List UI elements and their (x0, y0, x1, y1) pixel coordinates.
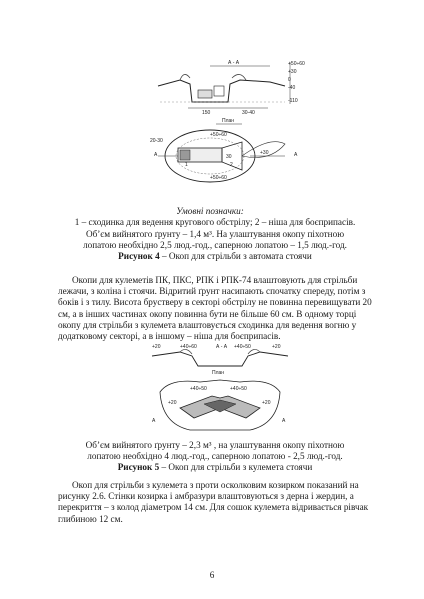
figure-5-drawing (150, 342, 290, 436)
fig4-section-label: А - А (228, 60, 240, 66)
fig4-volume-1: Об’єм вийнятого ґрунту – 1,4 м³. На улаштування окопу піхотною (85, 229, 345, 239)
figure-5-caption-text: – Окоп для стрільби з кулемета стоячи (159, 462, 313, 472)
fig4-legend-num-2: 2 (230, 162, 233, 168)
figure-4-caption-text: – Окоп для стрільби з автомата стоячи (159, 251, 312, 261)
fig4-dim-5: -110 (288, 98, 298, 104)
fig5-top-mark-1: +20 (152, 344, 161, 350)
fig5-plan-label: План (212, 370, 225, 376)
figure-5-caption (40, 462, 390, 473)
fig4-plan-mark-2: +30 (260, 150, 269, 156)
fig5-plan-mark-3: +20 (168, 400, 177, 406)
fig5-plan-mark-a-left: А (152, 418, 156, 424)
body-paragraph (58, 275, 376, 342)
final-line: глибиною 12 см. (58, 513, 123, 524)
final-line: Окоп для стрільби з кулемета з проти осколковим козирком показаний на (72, 480, 359, 490)
fig5-volume-2: лопатою необхідно 4 люд.-год., саперною лопатою - 2,5 люд.-год. (87, 451, 343, 461)
fig4-plan-mark-side: 20-30 (150, 138, 163, 144)
fig5-plan-mark-2: +40÷50 (230, 386, 247, 392)
fig5-plan-mark-4: +20 (262, 400, 271, 406)
body-line: лежачи, з коліна і стоячи. Відритий ґрунт насипають спочатку спереду, потім з (58, 286, 366, 297)
figure-5-caption-label: Рисунок 5 (117, 462, 160, 472)
page-number: 6 (209, 570, 215, 580)
fig4-dim-bottom-1: 150 (202, 110, 211, 116)
fig4-dim-bottom-2: 30-40 (242, 110, 255, 116)
fig4-plan-mark-a-left: А (154, 152, 158, 158)
fig4-plan-label: План (222, 118, 235, 124)
legend-title: Умовні позначки: (176, 206, 244, 216)
fig4-plan-mark-a-right: А (294, 152, 298, 158)
fig4-volume-2: лопатою необхідно 2,5 люд.-год., саперною лопатою – 1,5 люд.-год. (83, 240, 347, 250)
fig4-dim-2: +30 (288, 69, 297, 75)
fig4-dim-4: -40 (288, 85, 296, 91)
fig4-dim-1: +50÷60 (288, 61, 305, 67)
fig5-volume-1: Об’єм вийнятого ґрунту – 2,3 м³ , на улаштування окопу піхотною (85, 440, 345, 450)
fig5-plan-mark-a-right: А (282, 418, 286, 424)
fig4-legend-num-1: 1 (185, 162, 188, 168)
fig4-plan-mark-3: +50÷60 (210, 175, 227, 181)
fig5-top-mark-2: +40÷60 (180, 344, 197, 350)
body-line: см, а в інших частинах окопу повинна бути не більше 60 см. В одному торці (58, 308, 357, 319)
figure-4-caption-label: Рисунок 4 (118, 251, 160, 261)
final-line: рисунку 2.6. Стінки козирка і амбразури влаштовуються з дерна і жердин, а (58, 491, 354, 502)
fig5-top-mark-4: +20 (272, 344, 281, 350)
fig4-plan-mark-center: 30 (226, 154, 232, 160)
legend-line: 1 – сходинка для ведення кругового обстрілу; 2 – ніша для боєприпасів. (74, 217, 356, 227)
fig4-dim-3: 0 (288, 77, 291, 83)
fig5-section-label: А - А (216, 344, 228, 350)
body-line: окопу для стрільби з кулемета влаштовується сходинка для ведення вогню у (58, 319, 357, 330)
figure-4-caption (40, 251, 390, 262)
fig5-top-mark-3: +40÷50 (234, 344, 251, 350)
fig5-plan-mark-1: +40÷50 (190, 386, 207, 392)
body-line: додатковому секторі, а в іншому – ніша для боєприпасів. (58, 331, 281, 342)
body-line: боків і з тилу. Висота брустверу в секторі обстрілу не повинна перевищувати 20 (58, 297, 372, 308)
final-paragraph (58, 480, 376, 525)
figure-4-drawing (150, 56, 310, 206)
body-line: Окопи для кулеметів ПК, ПКС, РПК і РПК-74 влаштовують для стрільби (72, 275, 358, 285)
final-line: перекриття – з колод діаметром 14 см. Для сошок кулемета відривається рівчак (58, 502, 369, 513)
fig4-plan-mark-1: +50÷60 (210, 132, 227, 138)
